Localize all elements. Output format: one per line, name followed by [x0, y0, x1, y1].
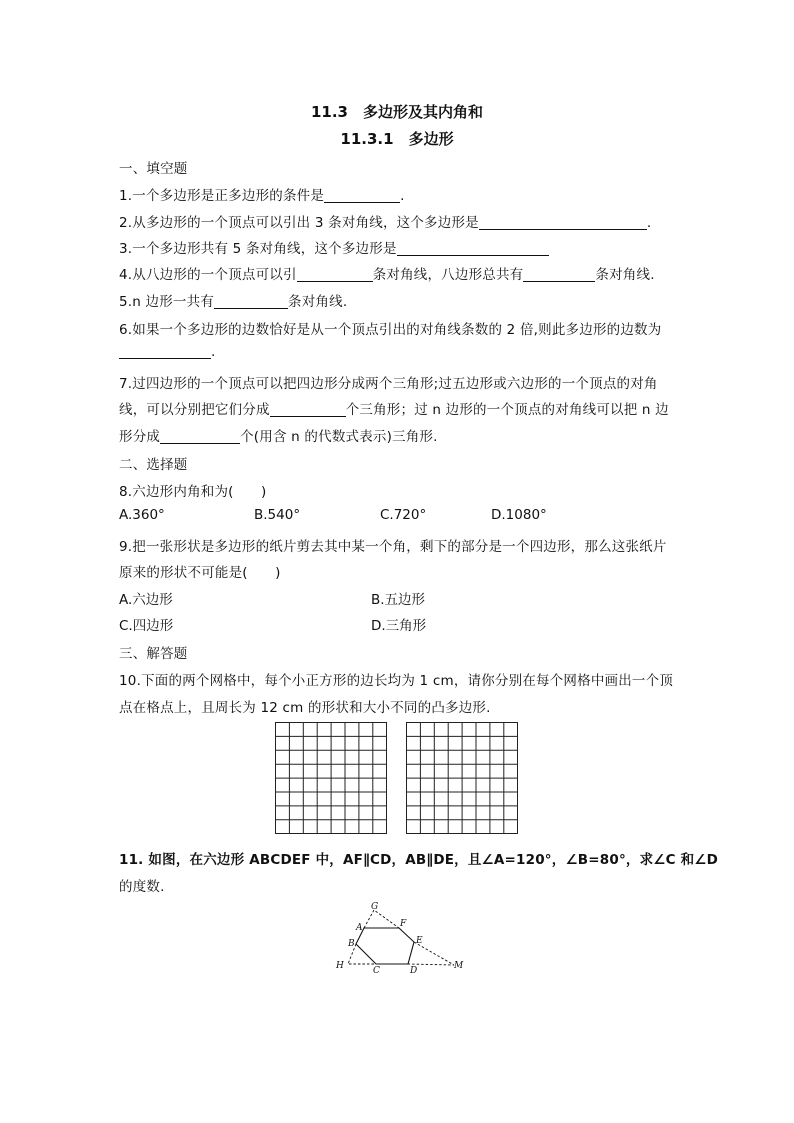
- q9-option-d[interactable]: D.三角形: [371, 618, 427, 634]
- section-choice: 二、选择题: [119, 457, 188, 473]
- q7-text-b: 个三角形；过 n 边形的一个顶点的对角线可以把 n 边: [345, 402, 669, 418]
- hexagon-diagram: [330, 900, 466, 976]
- q9-option-c[interactable]: C.四边形: [119, 618, 174, 634]
- grid-left[interactable]: [275, 722, 387, 834]
- q7-text-a: 线，可以分别把它们分成: [119, 402, 270, 418]
- label-d: D: [410, 966, 418, 976]
- q5-text-a: 5.n 边形一共有: [119, 294, 215, 310]
- q4-blank-2[interactable]: [523, 267, 595, 282]
- question-3: [119, 237, 549, 257]
- question-9-line-2: 原来的形状不可能是( ): [119, 565, 281, 581]
- q6-blank[interactable]: [119, 344, 211, 359]
- q2-blank[interactable]: [479, 215, 647, 230]
- hexagon-figure: [330, 900, 466, 976]
- q2-text: 2.从多边形的一个顶点可以引出 3 条对角线，这个多边形是: [119, 215, 479, 231]
- section-fill-in: 一、填空题: [119, 161, 188, 177]
- question-8-stem: 8.六边形内角和为( ): [119, 484, 267, 500]
- q7-blank-1[interactable]: [270, 402, 346, 417]
- label-a: A: [356, 923, 363, 933]
- question-7-line-3: [119, 425, 438, 445]
- q7-text-c: 形分成: [119, 429, 161, 445]
- label-c: C: [373, 966, 380, 976]
- q4-blank-1[interactable]: [297, 267, 373, 282]
- question-10-line-2: 点在格点上，且周长为 12 cm 的形状和大小不同的凸多边形.: [119, 700, 491, 716]
- label-f: F: [400, 919, 407, 929]
- label-h: H: [336, 961, 344, 971]
- question-5: [119, 290, 347, 310]
- label-g: G: [371, 902, 379, 912]
- grid-right-drawing: [406, 722, 518, 834]
- q1-blank[interactable]: [324, 188, 400, 203]
- section-answer: 三、解答题: [119, 646, 188, 662]
- page-title: 11.3 多边形及其内角和: [310, 103, 483, 121]
- question-7-line-2: [119, 398, 669, 418]
- q5-blank[interactable]: [214, 294, 288, 309]
- question-11-line-2: 的度数.: [119, 879, 165, 895]
- question-6-line-1: 6.如果一个多边形的边数恰好是从一个顶点引出的对角线条数的 2 倍,则此多边形的边数为: [119, 322, 662, 338]
- q4-text-b: 条对角线，八边形总共有: [372, 267, 524, 283]
- q9-option-b[interactable]: B.五边形: [371, 592, 426, 608]
- q7-blank-2[interactable]: [160, 429, 240, 444]
- q1-text: 1.一个多边形是正多边形的条件是: [119, 188, 325, 204]
- question-10-line-1: 10.下面的两个网格中，每个小正方形的边长均为 1 cm，请你分别在每个网格中画出一个顶: [119, 673, 674, 689]
- q1-end: .: [400, 188, 405, 204]
- question-2: [119, 211, 651, 231]
- q9-option-a[interactable]: A.六边形: [119, 592, 173, 608]
- label-m: M: [454, 961, 464, 971]
- grid-right[interactable]: [406, 722, 518, 834]
- question-7-line-1: 7.过四边形的一个顶点可以把四边形分成两个三角形;过五边形或六边形的一个顶点的对角: [119, 376, 658, 392]
- q8-option-b[interactable]: B.540°: [254, 507, 301, 523]
- q5-text-b: 条对角线.: [288, 294, 348, 310]
- label-e: E: [416, 936, 423, 946]
- label-b: B: [348, 939, 355, 949]
- question-6-line-2: [119, 344, 216, 360]
- question-9-line-1: 9.把一张形状是多边形的纸片剪去其中某一个角，剩下的部分是一个四边形，那么这张纸片: [119, 539, 667, 555]
- q8-option-d[interactable]: D.1080°: [491, 507, 547, 523]
- q4-text-c: 条对角线.: [595, 267, 655, 283]
- q4-text-a: 4.从八边形的一个顶点可以引: [119, 267, 297, 283]
- q3-blank[interactable]: [397, 241, 549, 256]
- question-4: [119, 263, 655, 283]
- q7-text-d: 个(用含 n 的代数式表示)三角形.: [240, 429, 438, 445]
- q2-end: .: [646, 215, 652, 231]
- q8-option-c[interactable]: C.720°: [380, 507, 427, 523]
- q3-text: 3.一个多边形共有 5 条对角线，这个多边形是: [119, 241, 397, 257]
- grid-left-drawing: [275, 722, 387, 834]
- question-11-line-1: 11. 如图，在六边形 ABCDEF 中，AF∥CD，AB∥DE，且∠A=120°，∠B=80°，求∠C 和∠D: [119, 852, 719, 868]
- page-subtitle: 11.3.1 多边形: [340, 130, 454, 148]
- question-1: [119, 184, 405, 204]
- q6-end: .: [211, 344, 216, 360]
- q8-option-a[interactable]: A.360°: [119, 507, 165, 523]
